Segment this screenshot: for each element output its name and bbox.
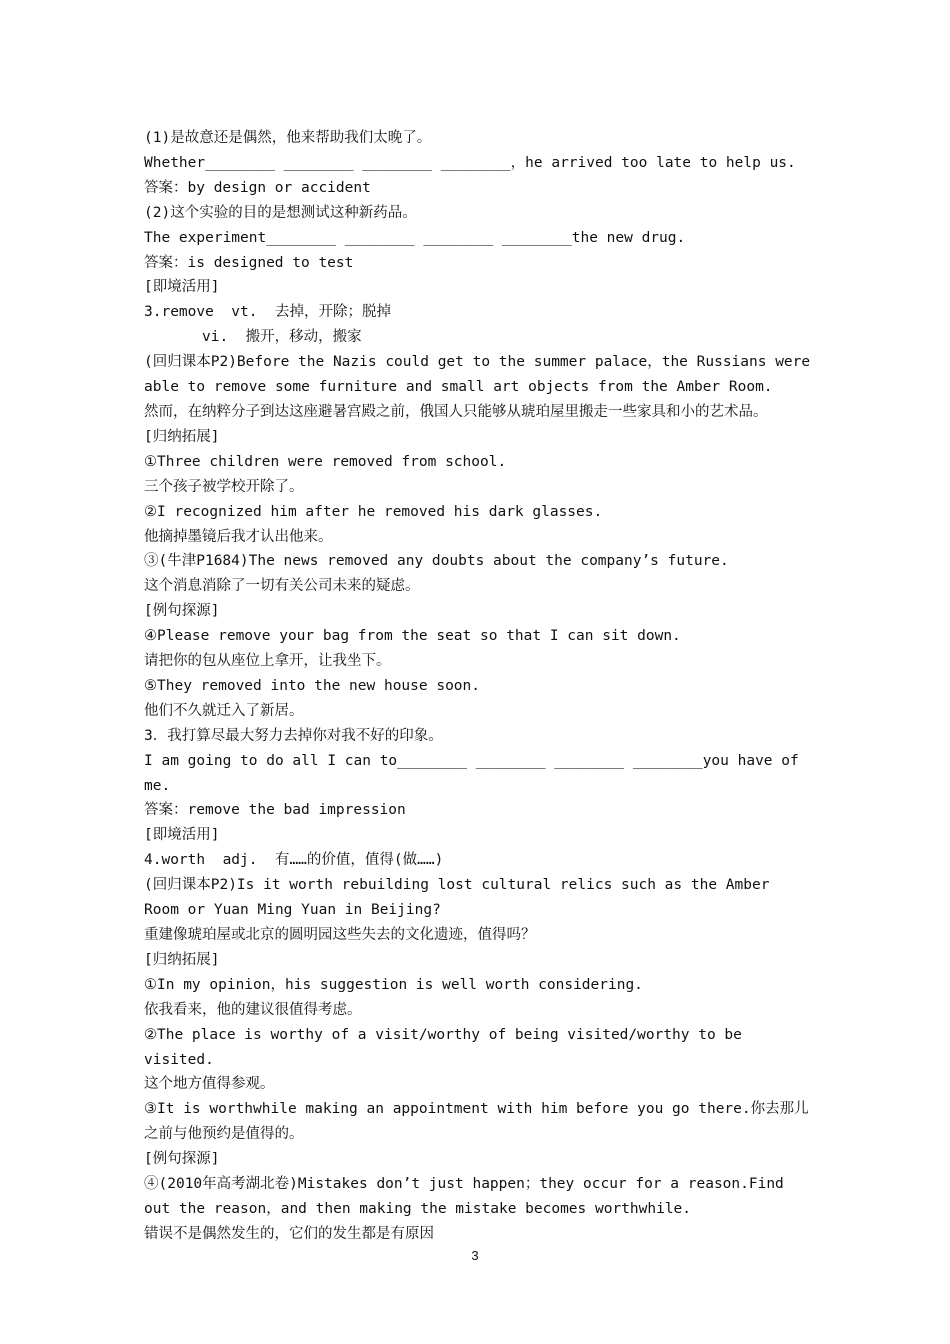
translation: 重建像琥珀屋或北京的圆明园这些失去的文化遗迹，值得吗？	[144, 927, 536, 943]
page-content	[144, 126, 819, 1247]
section-label: [归纳拓展]	[144, 951, 220, 968]
vocab-heading: 3.remove vt. 去掉，开除；脱掉	[144, 304, 391, 321]
example-sentence: ①Three children were removed from school.	[144, 453, 507, 470]
section-label: [即境活用]	[144, 279, 220, 296]
translation: 然而，在纳粹分子到达这座避暑宫殿之前，俄国人只能够从琥珀屋里搬走一些家具和小的艺术品。	[144, 403, 768, 420]
example-sentence: ②I recognized him after he removed his dark glasses.	[144, 503, 603, 520]
translation: 三个孩子被学校开除了。	[144, 478, 304, 495]
example-sentence: ②The place is worthy of a visit/worthy of being visited/worthy to be visited.	[144, 1026, 751, 1068]
section-label: [即境活用]	[144, 827, 220, 844]
fill-in-line: I am going to do all I can to________ ________ ________ ________you have of me.	[144, 752, 808, 794]
text-line: 3．我打算尽最大努力去掉你对我不好的印象。	[144, 727, 443, 744]
section-label: [归纳拓展]	[144, 428, 220, 445]
example-sentence: (回归课本P2)Is it worth rebuilding lost cultural relics such as the Amber Room or Yuan Ming Yuan in Beijing?	[144, 877, 779, 919]
fill-in-line: The experiment________ ________ ________ ________the new drug.	[144, 229, 686, 246]
section-label: [例句探源]	[144, 603, 220, 620]
example-sentence: ④(2010年高考湖北卷)Mistakes don’t just happen；they occur for a reason.Find out the reason，and then making the mistake becomes worthwhile.	[144, 1176, 793, 1217]
translation: 这个地方值得参观。	[144, 1076, 275, 1093]
text-line: (2)这个实验的目的是想测试这种新药品。	[144, 204, 417, 221]
answer-line: 答案：remove the bad impression	[144, 802, 406, 819]
vocab-heading: 4.worth adj. 有……的价值，值得(做……)	[144, 852, 444, 869]
translation: 这个消息消除了一切有关公司未来的疑虑。	[144, 578, 420, 595]
translation: 他摘掉墨镜后我才认出他来。	[144, 528, 333, 545]
fill-in-line: Whether________ ________ ________ ________，he arrived too late to help us.	[144, 154, 796, 171]
translation: 错误不是偶然发生的，它们的发生都是有原因	[144, 1225, 434, 1242]
example-sentence: (回归课本P2)Before the Nazis could get to the summer palace，the Russians were able to remove some furniture and small art objects from the Amber Room.	[144, 354, 819, 396]
vocab-subentry: vi. 搬开，移动，搬家	[202, 329, 362, 346]
section-label: [例句探源]	[144, 1151, 220, 1168]
text-line: (1)是故意还是偶然，他来帮助我们太晚了。	[144, 130, 432, 146]
example-sentence: ④Please remove your bag from the seat so that I can sit down.	[144, 628, 681, 645]
example-sentence: ⑤They removed into the new house soon.	[144, 677, 480, 694]
answer-line: 答案：by design or accident	[144, 179, 371, 196]
translation: 依我看来，他的建议很值得考虑。	[144, 1001, 362, 1018]
translation: 请把你的包从座位上拿开，让我坐下。	[144, 653, 391, 670]
example-sentence: ③(牛津P1684)The news removed any doubts about the company’s future.	[144, 553, 729, 570]
translation: 他们不久就迁入了新居。	[144, 702, 304, 719]
example-sentence: ③It is worthwhile making an appointment with him before you go there.你去那儿之前与他预约是值得的。	[144, 1101, 809, 1143]
example-sentence: ①In my opinion，his suggestion is well worth considering.	[144, 976, 643, 993]
page-number: 3	[471, 1248, 479, 1263]
answer-line: 答案：is designed to test	[144, 254, 354, 271]
